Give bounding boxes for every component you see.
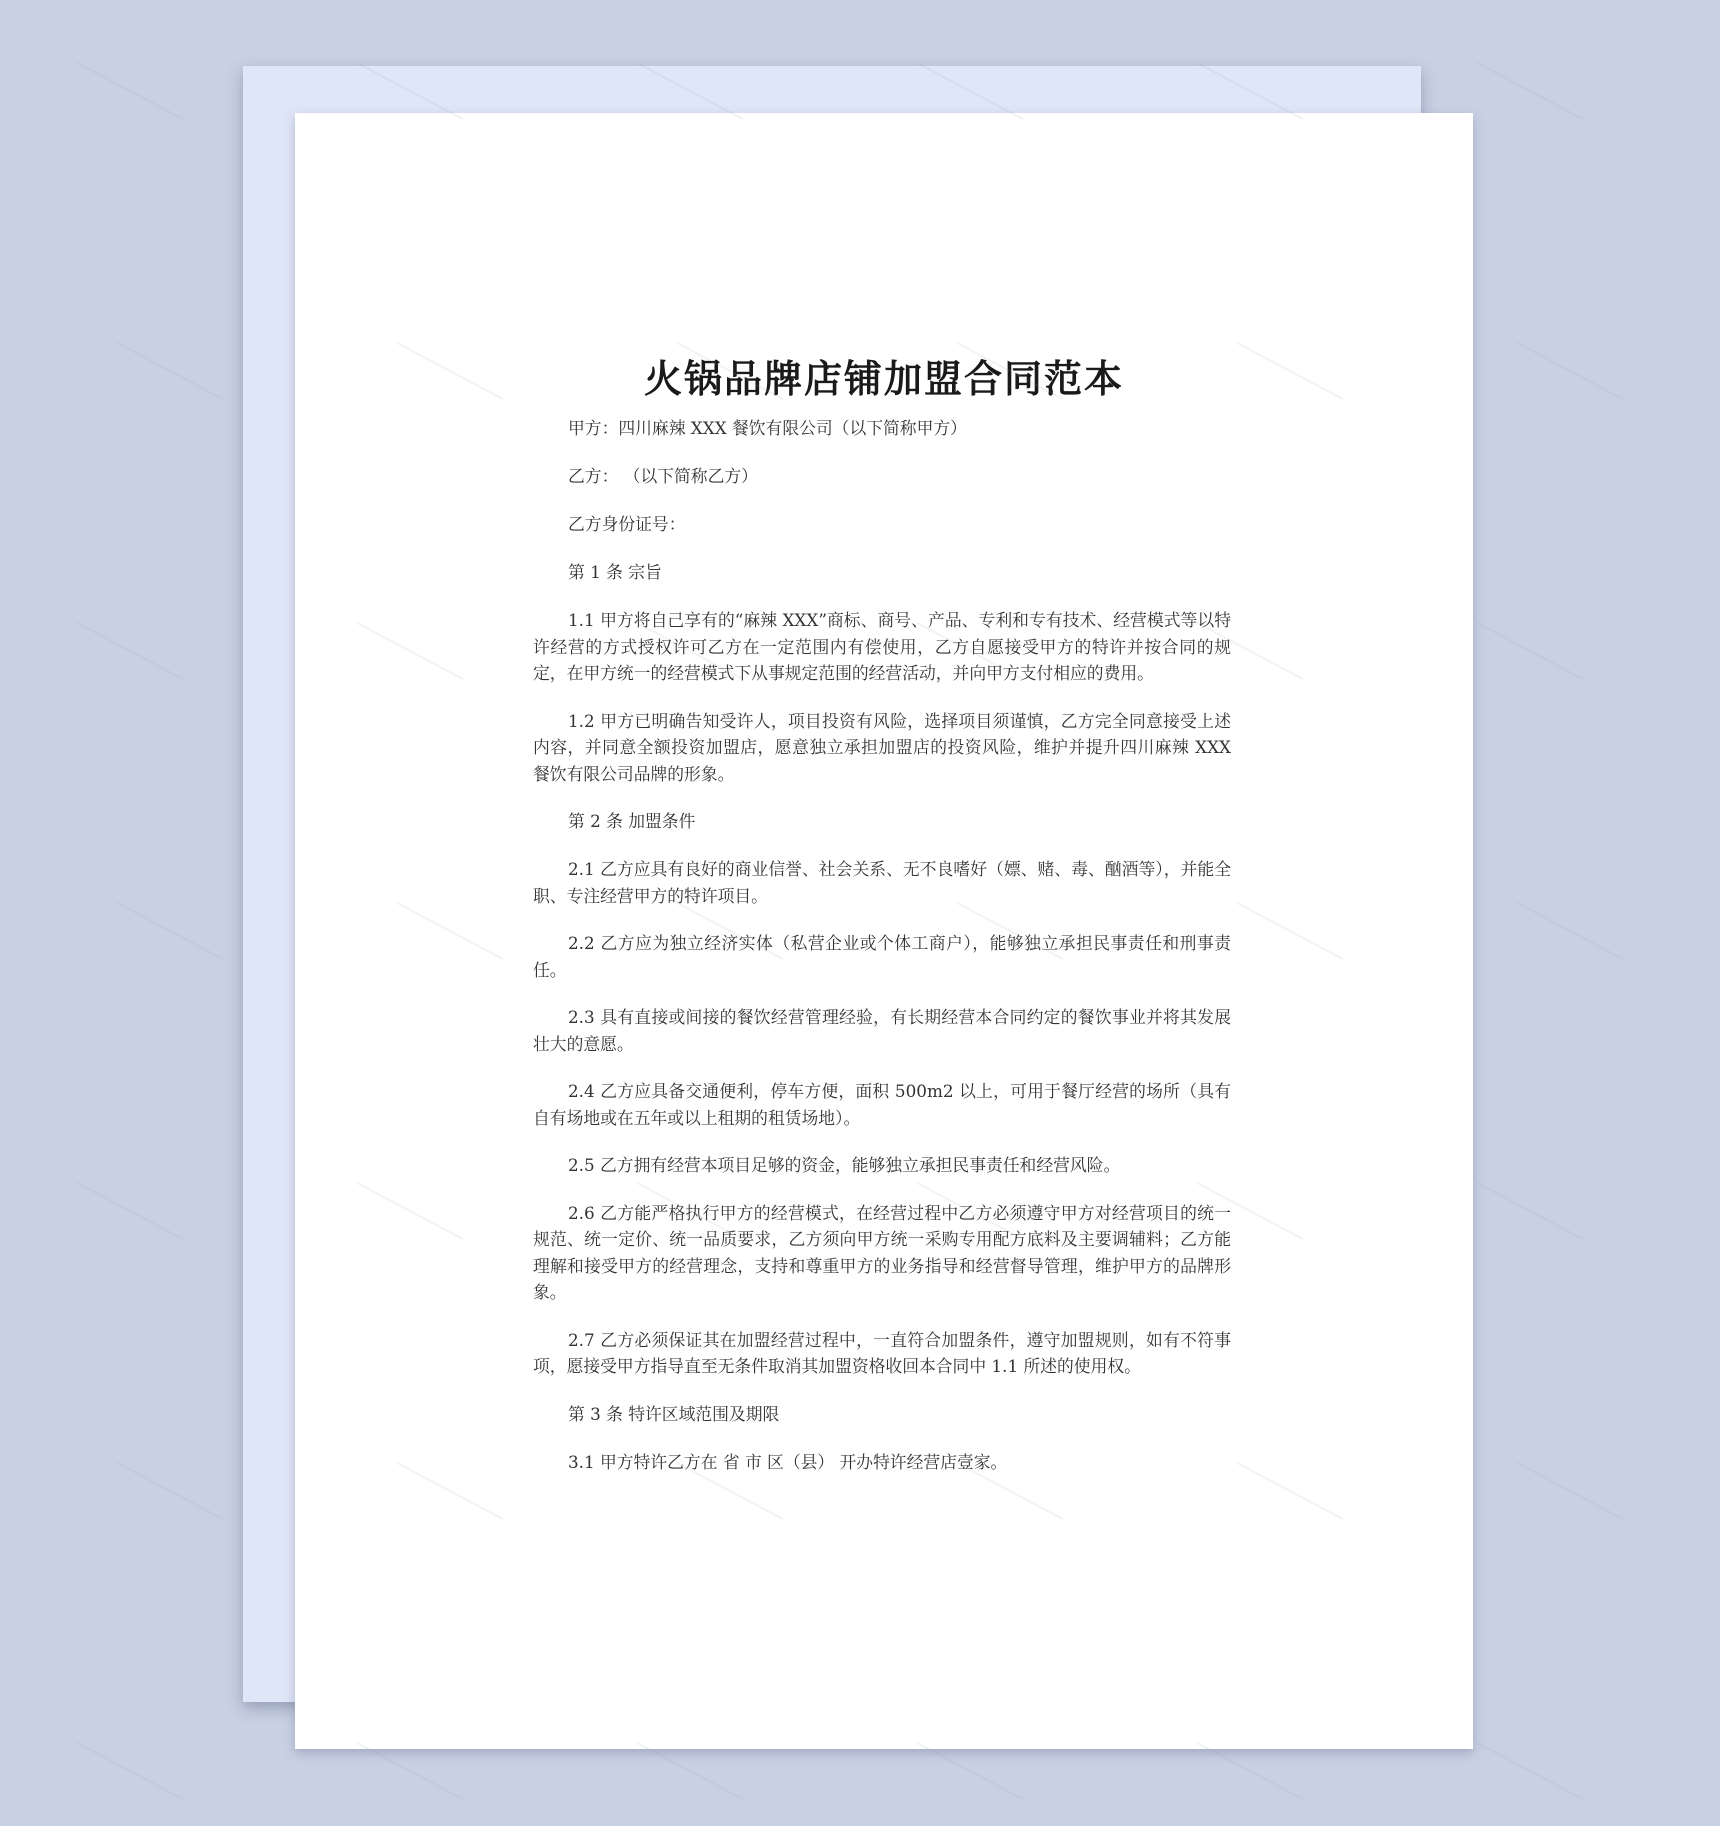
watermark-mark xyxy=(77,622,184,680)
text-line: 甲方：四川麻辣 XXX 餐饮有限公司（以下简称甲方） xyxy=(568,418,967,438)
text-line: 第 1 条 宗旨 xyxy=(568,562,662,582)
clause-paragraph: 1.2 甲方已明确告知受许人，项目投资有风险，选择项目须谨慎，乙方完全同意接受上述内容，并同意全额投资加盟店，愿意独立承担加盟店的投资风险，维护并提升四川麻辣 XXX 餐饮有限公司品牌的形象。 xyxy=(533,710,1231,784)
document-title: 火锅品牌店铺加盟合同范本 xyxy=(643,356,1124,401)
document-body xyxy=(533,415,1231,1497)
watermark-mark xyxy=(117,342,224,400)
watermark-mark xyxy=(77,1182,184,1240)
clause-paragraph: 2.7 乙方必须保证其在加盟经营过程中，一直符合加盟条件，遵守加盟规则，如有不符事项，愿接受甲方指导直至无条件取消其加盟资格收回本合同中 1.1 所述的使用权。 xyxy=(533,1329,1231,1376)
watermark-mark xyxy=(117,1462,224,1520)
text-line: 第 2 条 加盟条件 xyxy=(568,811,696,831)
watermark-mark xyxy=(357,1742,464,1800)
watermark-mark xyxy=(1517,1462,1624,1520)
watermark-mark xyxy=(1477,1182,1584,1240)
text-line: 3.1 甲方特许乙方在 省 市 区（县） 开办特许经营店壹家。 xyxy=(568,1451,1008,1472)
clause-paragraph: 2.1 乙方应具有良好的商业信誉、社会关系、无不良嗜好（嫖、赌、毒、酗酒等），并能全职、专注经营甲方的特许项目。 xyxy=(533,859,1231,906)
clause-paragraph: 2.4 乙方应具备交通便利，停车方便，面积 500m2 以上，可用于餐厅经营的场所（具有自有场地或在五年或以上租期的租赁场地）。 xyxy=(533,1081,1231,1128)
watermark-mark xyxy=(77,62,184,120)
clause-paragraph: 2.6 乙方能严格执行甲方的经营模式，在经营过程中乙方必须遵守甲方对经营项目的统一规范、统一定价、统一品质要求，乙方须向甲方统一采购专用配方底料及主要调辅料；乙方能理解和接受甲方的经营理念，支持和尊重甲方的业务指导和经营督导管理，维护甲方的品牌形象。 xyxy=(533,1202,1231,1302)
watermark-mark xyxy=(1477,622,1584,680)
watermark-mark xyxy=(917,1742,1024,1800)
clause-paragraph: 2.5 乙方拥有经营本项目足够的资金，能够独立承担民事责任和经营风险。 xyxy=(568,1155,1121,1175)
text-line: 第 3 条 特许区域范围及期限 xyxy=(568,1403,780,1424)
document-page xyxy=(295,113,1473,1749)
watermark-mark xyxy=(1197,1742,1304,1800)
watermark-mark xyxy=(1517,902,1624,960)
watermark-mark xyxy=(77,1742,184,1800)
text-line: 乙方身份证号： xyxy=(568,514,686,534)
watermark-mark xyxy=(1477,62,1584,120)
watermark-mark xyxy=(637,1742,744,1800)
clause-paragraph: 1.1 甲方将自己享有的“麻辣 XXX”商标、商号、产品、专利和专有技术、经营模式等以特许经营的方式授权许可乙方在一定范围内有偿使用，乙方自愿接受甲方的特许并按合同的规定，在甲方统一的经营模式下从事规定范围的经营活动，并向甲方支付相应的费用。 xyxy=(533,610,1231,683)
watermark-mark xyxy=(1477,1742,1584,1800)
watermark-mark xyxy=(117,902,224,960)
clause-paragraph: 2.3 具有直接或间接的餐饮经营管理经验，有长期经营本合同约定的餐饮事业并将其发展壮大的意愿。 xyxy=(533,1007,1231,1054)
text-line: 乙方： （以下简称乙方） xyxy=(568,466,758,486)
watermark-mark xyxy=(1517,342,1624,400)
clause-paragraph: 2.2 乙方应为独立经济实体（私营企业或个体工商户），能够独立承担民事责任和刑事责任。 xyxy=(533,933,1231,980)
